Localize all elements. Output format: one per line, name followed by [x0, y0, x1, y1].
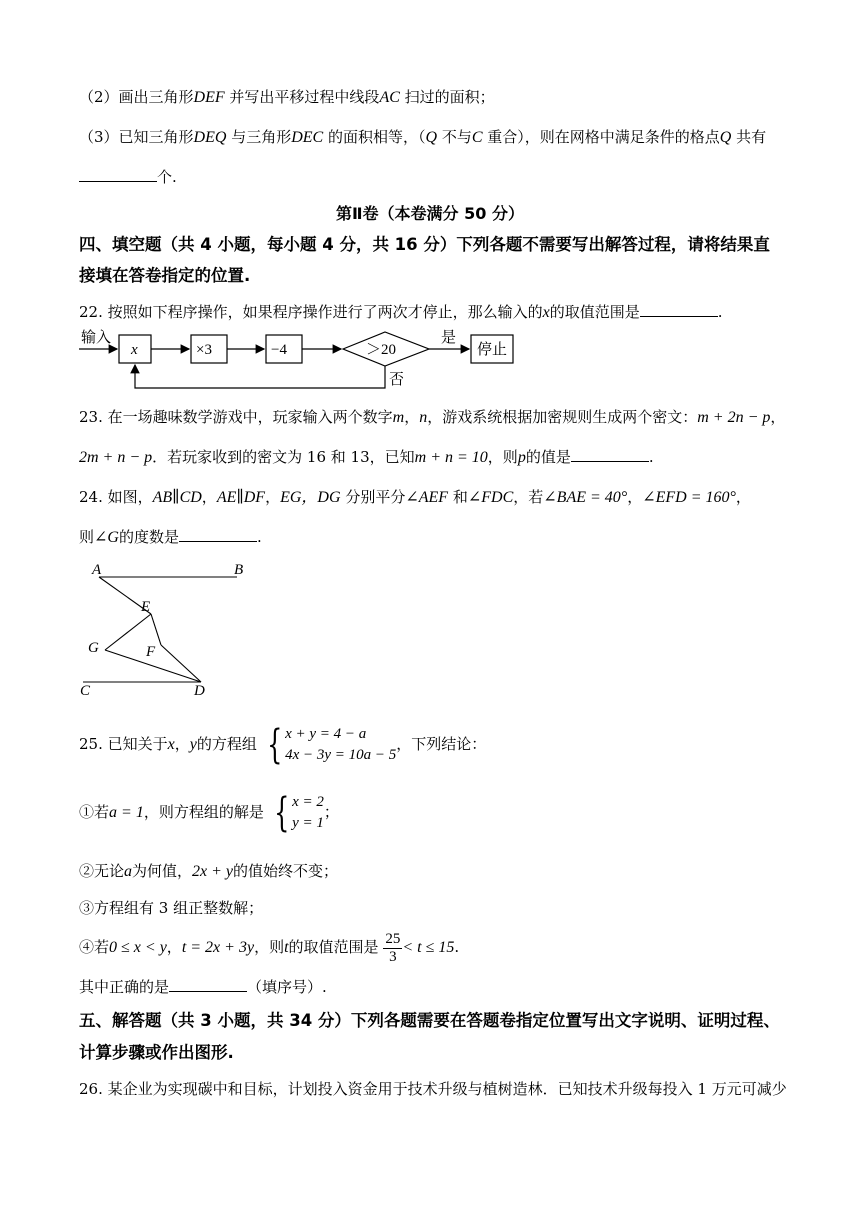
q22-text-end: .: [717, 303, 723, 321]
q24-cond-ae-df: AE∥DF: [216, 489, 266, 506]
q21-part3-text-mid3: 不与: [437, 128, 472, 146]
q25-answer-line: [79, 977, 327, 997]
label-e: E: [141, 599, 151, 615]
q25-c2-pre: ②无论: [79, 862, 125, 880]
q25-c2-expr: 2x + y: [192, 863, 234, 880]
flow-box-minus4-label: −4: [271, 342, 287, 358]
q24-sep1: ，: [201, 488, 217, 506]
q24-angle-aef: ∠AEF: [405, 489, 449, 506]
q25-answer-pre: 其中正确的是: [79, 978, 170, 996]
q25-c4-mid: ，则: [254, 938, 285, 956]
answer-blank[interactable]: [169, 977, 247, 992]
q25-c4-inequality: < t ≤ 15: [402, 939, 455, 956]
brace-icon: {: [266, 722, 283, 768]
q25-text-post: ，下列结论：: [396, 735, 487, 753]
q25-text-mid: 的方程组: [196, 735, 257, 753]
q24-lines-eg-dg: EG，DG: [280, 489, 341, 506]
q25-var-y: y: [189, 736, 197, 753]
q25-c1-solution: [269, 792, 324, 834]
q21-part3-var-deq: DEQ: [193, 129, 227, 146]
answer-blank[interactable]: [640, 302, 718, 317]
flow-diamond-label: ＞20: [366, 342, 397, 358]
q24-text-if: ，若: [513, 488, 544, 506]
brace-icon: {: [273, 790, 289, 836]
q25-c4-cond2: t = 2x + 3y: [181, 939, 255, 956]
q24-line2: [79, 527, 262, 548]
q21-part2-text-mid: 并写出平移过程中线段: [224, 88, 380, 106]
q25-equation-2: 4x − 3y = 10a − 5: [285, 747, 397, 763]
q23-text-pre: 23. 在一场趣味数学游戏中，玩家输入两个数字: [79, 408, 393, 426]
q24-angle-fdc: ∠FDC: [467, 489, 514, 506]
q25-equation-1: x + y = 4 − a: [285, 726, 367, 742]
q22-flowchart: [79, 326, 539, 396]
q25-c2-var-a: a: [124, 863, 133, 880]
q25-sep: ，: [174, 735, 190, 753]
q23-text-mid: ，游戏系统根据加密规则生成两个密文：: [427, 408, 698, 426]
label-a: A: [92, 562, 102, 578]
q25-intro: [79, 720, 486, 768]
segment-ef: [151, 614, 161, 645]
q21-part3-var-dec: DEC: [291, 129, 324, 146]
section-4-heading-line1: 四、填空题（共 4 小题，每小题 4 分，共 16 分）下列各题不需要写出解答过程，请将结果直: [79, 235, 770, 254]
q25-conclusion-3: ③方程组有 3 组正整数解；: [79, 899, 264, 917]
q22-var-x: x: [542, 304, 550, 321]
q25-c4-cond1: 0 ≤ x < y: [109, 939, 167, 956]
q25-conclusion-2: [79, 861, 338, 882]
q23-text-post2: 的值是: [525, 448, 571, 466]
q24-angle-efd: ∠EFD = 160°: [642, 489, 736, 506]
q25-conclusion-1: [79, 788, 339, 836]
q25-text-pre: 25. 已知关于: [79, 735, 168, 753]
q24-sep3: ，: [627, 488, 643, 506]
q25-c2-post: 的值始终不变；: [233, 862, 339, 880]
q24-angle-bae: ∠BAE = 40°: [543, 489, 628, 506]
q25-c4-pre: ④若: [79, 938, 110, 956]
flow-loop-back: [135, 365, 385, 388]
q21-part3-var-q2: Q: [719, 129, 732, 146]
answer-blank[interactable]: [179, 527, 257, 542]
q21-part3-line2-text: 个.: [157, 168, 177, 186]
q23-var-n: n: [419, 409, 428, 426]
flow-box-x-label: x: [131, 342, 138, 358]
section-5-heading-line1: 五、解答题（共 3 小题，共 34 分）下列各题需要在答题卷指定位置写出文字说明、证明过程、: [79, 1011, 780, 1030]
q24-line1: [79, 487, 751, 508]
q25-c4-var-t: t: [284, 939, 289, 956]
q24-text-post: 的度数是: [118, 528, 179, 546]
q23-sep: ，: [404, 408, 420, 426]
flow-no-label: 否: [389, 372, 405, 388]
q23-text-post: ，则: [487, 448, 518, 466]
label-f: F: [146, 644, 156, 660]
q23-expr-2: 2m + n − p: [79, 449, 153, 466]
q21-part3-text-mid1: 与三角形: [226, 128, 292, 146]
label-g: G: [88, 640, 99, 656]
q21-part2-var-ac: AC: [379, 89, 400, 106]
q21-part3-var-q: Q: [425, 129, 438, 146]
q24-angle-g: ∠G: [94, 529, 119, 546]
q24-text-pre2: 则: [79, 528, 95, 546]
q25-answer-post: （填序号）.: [247, 978, 327, 996]
q21-part3-text-mid4: 重合），则在网格中满足条件的格点: [482, 128, 720, 146]
q24-sep2: ，: [265, 488, 281, 506]
q25-c2-mid: 为何值，: [132, 862, 193, 880]
q21-part3-line2: [79, 167, 177, 187]
q21-part2-text-post: 扫过的面积；: [399, 88, 495, 106]
fraction-numerator: 25: [385, 930, 401, 947]
q25-var-x: x: [167, 736, 175, 753]
q25-c1-solution-y: y = 1: [292, 815, 324, 831]
q25-c1-pre: ①若: [79, 803, 110, 821]
q23-line1: [79, 407, 785, 428]
q21-part3-var-c: C: [471, 129, 483, 146]
fraction-denominator: 3: [389, 948, 397, 965]
q22-text: [79, 302, 723, 323]
q23-expr-1: m + 2n − p: [697, 409, 771, 426]
label-d: D: [194, 683, 205, 698]
section-5-heading-line2: 计算步骤或作出图形.: [79, 1043, 234, 1062]
q25-c4-fraction: [383, 931, 402, 966]
q21-part3: [79, 127, 766, 148]
q24-text-and: 和: [448, 488, 468, 506]
q23-var-p: p: [517, 449, 526, 466]
q25-c1-mid: ，则方程组的解是: [143, 803, 264, 821]
flow-box-times3-label: ×3: [196, 342, 212, 358]
q23-var-m: m: [392, 409, 405, 426]
q25-c1-solution-x: x = 2: [292, 794, 324, 810]
flow-input-label: 输入: [81, 330, 112, 346]
label-b: B: [234, 562, 244, 578]
q25-equation-system: [262, 724, 397, 766]
q24-text-mid: 分别平分: [340, 488, 406, 506]
q23-text-mid2: ．若玩家收到的密文为 16 和 13，已知: [152, 448, 415, 466]
q25-c4-sep: ，: [166, 938, 182, 956]
section-4-heading-line2: 接填在答卷指定的位置.: [79, 266, 251, 285]
q25-conclusion-4: [79, 925, 459, 969]
section-2-title: 第Ⅱ卷（本卷满分 50 分）: [336, 204, 524, 223]
segment-fd: [161, 645, 201, 682]
q25-c1-condition: a = 1: [109, 804, 144, 821]
q22-text-post: 的取值范围是: [549, 303, 640, 321]
q23-line2: [79, 447, 654, 468]
q25-c4-end: .: [454, 938, 460, 956]
answer-blank[interactable]: [79, 167, 157, 182]
q24-geometry-figure: [79, 558, 259, 698]
answer-blank[interactable]: [571, 447, 649, 462]
segment-eg: [105, 614, 151, 650]
q22-text-pre: 22. 按照如下程序操作，如果程序操作进行了两次才停止，那么输入的: [79, 303, 543, 321]
q24-line1-end: ，: [735, 488, 751, 506]
label-c: C: [80, 683, 91, 698]
q21-part2-text: （2）画出三角形: [79, 88, 194, 106]
q21-part2-var-def: DEF: [193, 89, 225, 106]
flow-box-stop-label: 停止: [477, 342, 508, 358]
q25-c4-post: 的取值范围是: [288, 938, 379, 956]
q24-line2-end: .: [257, 528, 262, 546]
q21-part3-text-post: 共有: [731, 128, 767, 146]
flow-yes-label: 是: [441, 330, 457, 346]
q23-line2-end: .: [648, 448, 654, 466]
q23-line1-end: ，: [770, 408, 786, 426]
q24-text-pre: 24. 如图，: [79, 488, 153, 506]
q21-part3-text: （3）已知三角形: [79, 128, 194, 146]
q24-cond-ab-cd: AB∥CD: [152, 489, 202, 506]
q21-part3-text-mid2: 的面积相等，（: [323, 128, 426, 146]
q21-part2: [79, 87, 495, 108]
q26-line1: 26. 某企业为实现碳中和目标，计划投入资金用于技术升级与植树造林．已知技术升级每投入 1 万元可减少: [79, 1080, 787, 1098]
q25-c1-end: ；: [323, 803, 339, 821]
q23-condition: m + n = 10: [414, 449, 488, 466]
